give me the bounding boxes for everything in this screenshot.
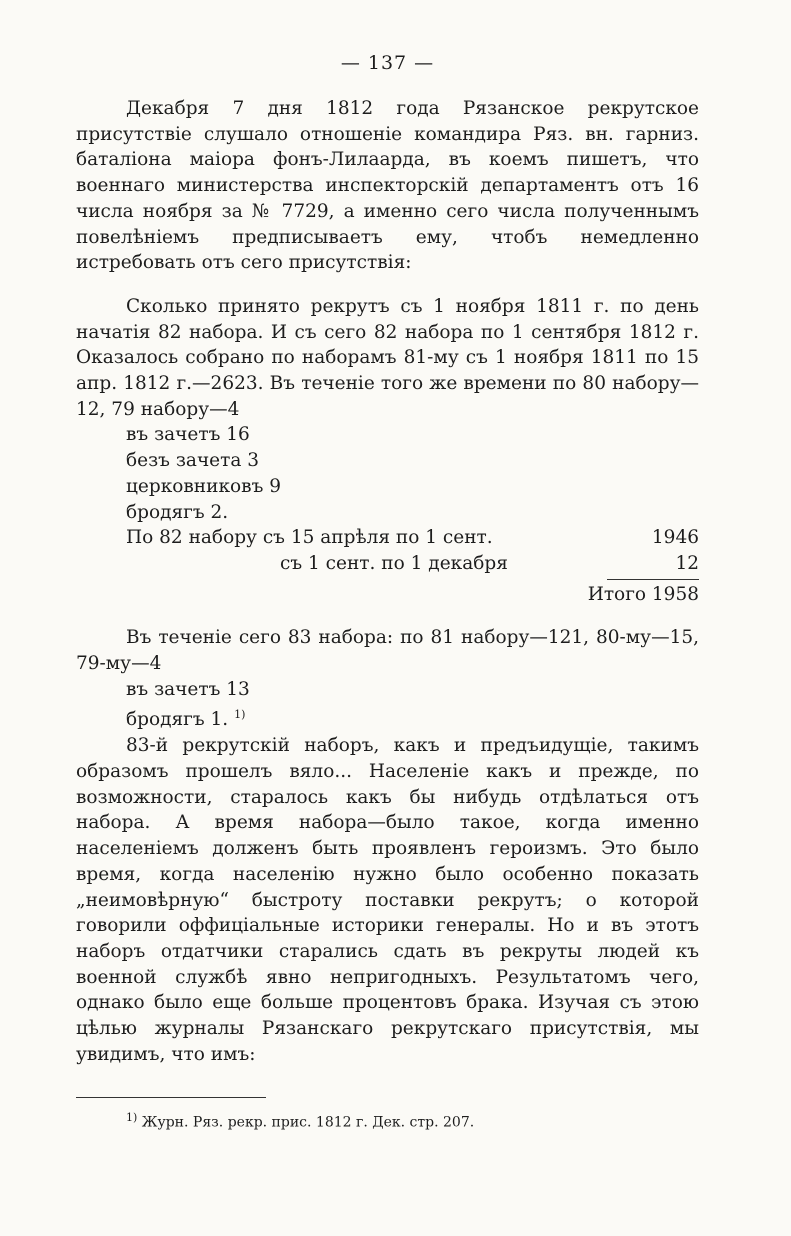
list-item: безъ зачета 3	[126, 450, 260, 472]
footnote-divider	[76, 1097, 266, 1098]
list-item	[76, 702, 699, 733]
page-number: — 137 —	[340, 52, 435, 74]
paragraph-1: Декабря 7 дня 1812 года Рязанское рекрутское присутствіе слушало отношеніе командира Ряз. вн. гарниз. баталіона маіора фонъ-Лилаарда, въ коемъ пишетъ, что военнаго министерства инспекторскій департаментъ отъ 16 числа ноября за № 7729, а именно сего числа полученнымъ повелѣніемъ предписываетъ ему, чтобъ немедленно истребовать отъ сего присутствія:	[76, 98, 699, 274]
paragraph-4: 83-й рекрутскій наборъ, какъ и предъидущіе, такимъ образомъ прошелъ вяло... Населеніе какъ и прежде, по возможности, старалось какъ бы нибудь отдѣлаться отъ набора. А время набора—было такое, когда именно населеніемъ долженъ быть проявленъ героизмъ. Это было время, когда населенію нужно было особенно показать „неимовѣрную“ быстроту поставки рекрутъ; о которой говорили оффиціальные историки генералы. Но и въ этотъ наборъ отдатчики старались сдать въ рекруты людей къ военной службѣ явно непригодныхъ. Результатомъ чего, однако было еще больше процентовъ брака. Изучая съ этою цѣлью журналы Рязанскаго рекрутскаго присутствія, мы увидимъ, что имъ:	[76, 735, 699, 1065]
list-item: въ зачетъ 13	[126, 678, 250, 700]
footnote-number: 1)	[126, 1111, 138, 1125]
list-item-text: бродягъ 1.	[126, 709, 229, 731]
list-item: бродягъ 2.	[126, 501, 229, 523]
paragraph-2: Сколько принято рекрутъ съ 1 ноября 1811 г. по день начатія 82 набора. И съ сего 82 набора по 1 сентября 1812 г. Оказалось собрано по наборамъ 81-му съ 1 ноября 1811 по 15 апр. 1812 г.—2623. Въ теченіе того же времени по 80 набору—12, 79 набору—4	[76, 295, 699, 420]
table-row	[76, 525, 699, 551]
set-82-table	[76, 525, 699, 607]
sum-divider	[607, 579, 699, 580]
list-item: церковниковъ 9	[126, 475, 282, 497]
footnote-text: Журн. Ряз. рекр. прис. 1812 г. Дек. стр. 207.	[141, 1115, 475, 1132]
footnote-marker: 1)	[234, 708, 246, 722]
list-prior-sets	[76, 422, 699, 525]
row-label: съ 1 сент. по 1 декабря	[280, 552, 508, 574]
footnote	[76, 1108, 699, 1133]
row-value: 1946	[651, 527, 699, 549]
list-set-83	[76, 677, 699, 734]
row-value: 12	[675, 552, 699, 574]
total-line: Итого 1958	[587, 583, 699, 605]
list-item: въ зачетъ 16	[126, 424, 250, 446]
paragraph-3: Въ теченіе сего 83 набора: по 81 набору—121, 80-му—15, 79-му—4	[76, 627, 699, 675]
row-label: По 82 набору съ 15 апрѣля по 1 сент.	[126, 527, 493, 549]
table-row	[76, 551, 699, 577]
